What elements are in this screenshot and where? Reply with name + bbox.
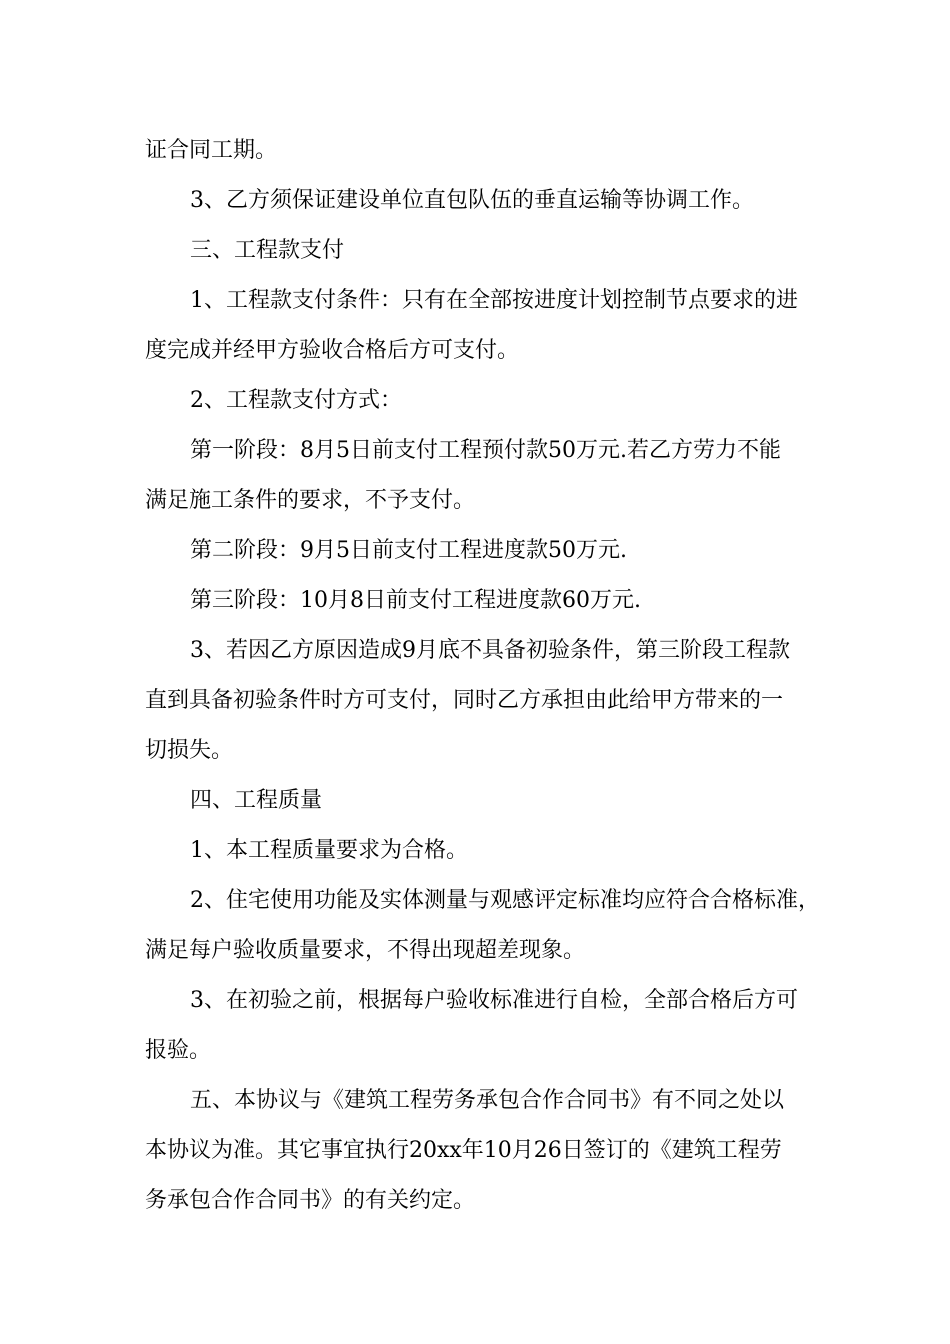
- section-heading-payment: 三、工程款支付: [190, 238, 345, 263]
- section-heading-quality: 四、工程质量: [190, 788, 323, 813]
- stage-1-line: 第一阶段：8月5日前支付工程预付款50万元.若乙方劳力不能: [190, 438, 781, 463]
- text-line: 本协议为准。其它事宜执行20xx年10月26日签订的《建筑工程劳: [145, 1138, 782, 1163]
- clause-3-line: 3、乙方须保证建设单位直包队伍的垂直运输等协调工作。: [190, 188, 754, 213]
- stage-2-line: 第二阶段：9月5日前支付工程进度款50万元.: [190, 538, 627, 563]
- text-line: 直到具备初验条件时方可支付，同时乙方承担由此给甲方带来的一: [145, 688, 784, 713]
- section-heading-agreement: 五、本协议与《建筑工程劳务承包合作合同书》有不同之处以: [190, 1088, 785, 1113]
- clause-2-line: 2、工程款支付方式：: [190, 388, 402, 413]
- clause-3-line: 3、在初验之前，根据每户验收标准进行自检，全部合格后方可: [190, 988, 798, 1013]
- stage-3-line: 第三阶段：10月8日前支付工程进度款60万元.: [190, 588, 641, 613]
- clause-1-line: 1、本工程质量要求为合格。: [190, 838, 468, 863]
- text-line: 切损失。: [145, 738, 234, 763]
- clause-3-line: 3、若因乙方原因造成9月底不具备初验条件，第三阶段工程款: [190, 638, 790, 663]
- text-line: 报验。: [145, 1038, 212, 1063]
- clause-1-line: 1、工程款支付条件：只有在全部按进度计划控制节点要求的进: [190, 288, 798, 313]
- text-line: 务承包合作合同书》的有关约定。: [145, 1188, 476, 1213]
- text-line: 证合同工期。: [145, 138, 278, 163]
- text-line: 度完成并经甲方验收合格后方可支付。: [145, 338, 520, 363]
- text-line: 满足每户验收质量要求，不得出现超差现象。: [145, 938, 586, 963]
- text-line: 满足施工条件的要求，不予支付。: [145, 488, 476, 513]
- clause-2-line: 2、住宅使用功能及实体测量与观感评定标准均应符合合格标准，: [190, 888, 820, 913]
